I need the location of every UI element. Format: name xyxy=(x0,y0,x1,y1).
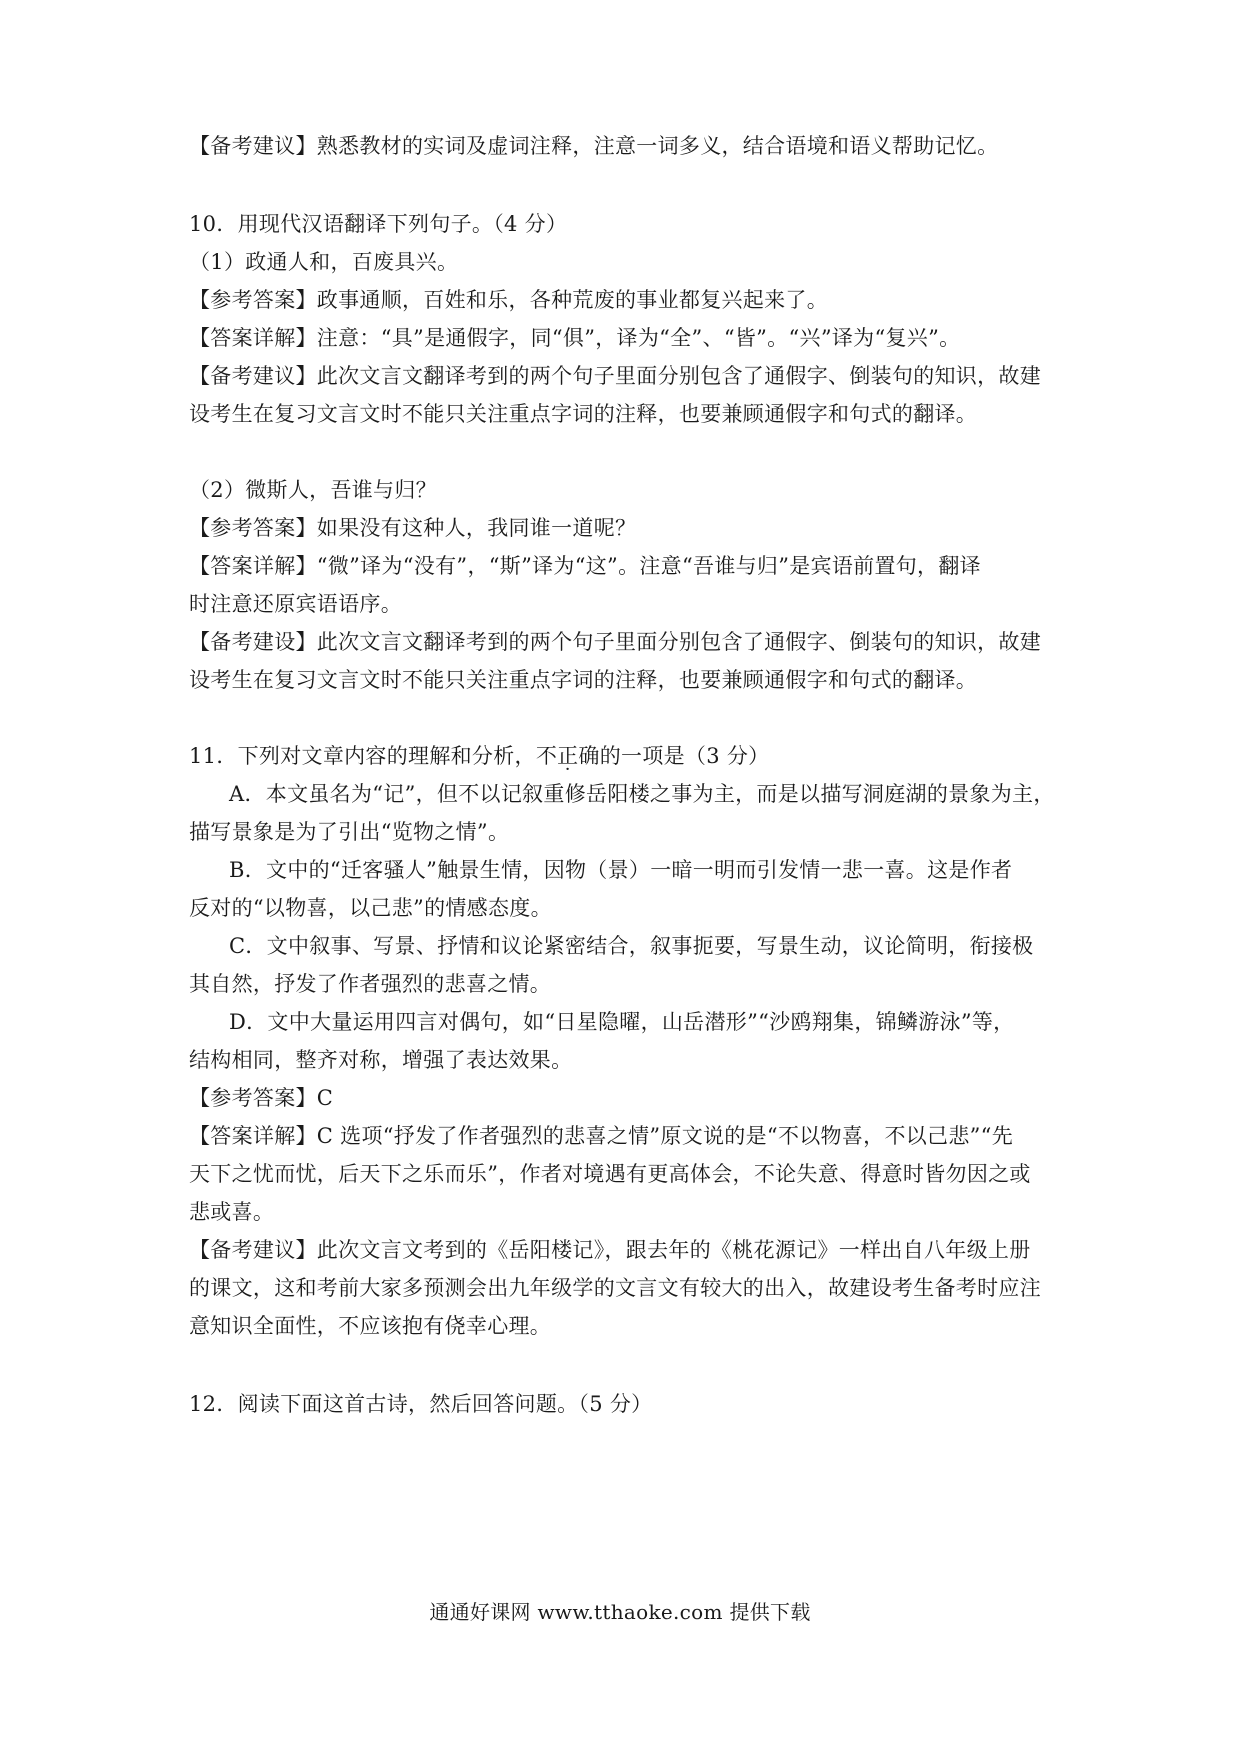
sentence-1: （1）政通人和，百废具兴。 xyxy=(189,250,459,274)
study-advice-2-line1: 【备考建设】此次文言文翻译考到的两个句子里面分别包含了通假字、倒装句的知识，故建 xyxy=(189,630,1041,654)
option-b-line2: 反对的“以物喜，以己悲”的情感态度。 xyxy=(189,896,552,920)
question-11-heading: 11．下列对文章内容的理解和分析，不正确的一项是（3 分） xyxy=(189,741,1059,771)
reference-answer-1: 【参考答案】政事通顺，百姓和乐，各种荒废的事业都复兴起来了。 xyxy=(189,288,828,312)
option-d-line1: D．文中大量运用四言对偶句，如“日星隐曜，山岳潜形”“沙鸥翔集，锦鳞游泳”等， xyxy=(229,1010,1015,1034)
page-footer: 通通好课网 www.tthaoke.com 提供下载 xyxy=(429,1600,811,1624)
sentence-2: （2）微斯人，吾谁与归？ xyxy=(189,478,437,502)
answer-explanation-11-line2: 天下之忧而忧，后天下之乐而乐”，作者对境遇有更高体会，不论失意、得意时皆勿因之或 xyxy=(189,1162,1031,1186)
study-advice-1-line1: 【备考建议】此次文言文翻译考到的两个句子里面分别包含了通假字、倒装句的知识，故建 xyxy=(189,364,1041,388)
question-12-heading: 12．阅读下面这首古诗，然后回答问题。（5 分） xyxy=(189,1392,653,1416)
study-advice-text: 【备考建议】熟悉教材的实词及虚词注释，注意一词多义，结合语境和语义帮助记忆。 xyxy=(189,134,999,158)
option-a-line2: 描写景象是为了引出“览物之情”。 xyxy=(189,820,510,844)
study-advice-11-line2: 的课文，这和考前大家多预测会出九年级学的文言文有较大的出入，故建设考生备考时应注 xyxy=(189,1276,1041,1300)
reference-answer-11: 【参考答案】C xyxy=(189,1086,334,1110)
question-10-heading: 10．用现代汉语翻译下列句子。（4 分） xyxy=(189,212,568,236)
option-d-line2: 结构相同，整齐对称，增强了表达效果。 xyxy=(189,1048,573,1072)
option-b-line1: B．文中的“迁客骚人”触景生情，因物（景）一暗一明而引发情一悲一喜。这是作者 xyxy=(229,858,1013,882)
study-advice-2-line2: 设考生在复习文言文时不能只关注重点字词的注释，也要兼顾通假字和句式的翻译。 xyxy=(189,668,978,692)
study-advice-11-line3: 意知识全面性，不应该抱有侥幸心理。 xyxy=(189,1314,552,1338)
answer-explanation-11-line1: 【答案详解】C 选项“抒发了作者强烈的悲喜之情”原文说的是“不以物喜，不以己悲”“先 xyxy=(189,1124,1014,1148)
answer-explanation-2-line1: 【答案详解】“微”译为“没有”，“斯”译为“这”。注意“吾谁与归”是宾语前置句，翻译 xyxy=(189,554,981,578)
study-advice-1-line2: 设考生在复习文言文时不能只关注重点字词的注释，也要兼顾通假字和句式的翻译。 xyxy=(189,402,978,426)
option-a-line1: A．本文虽名为“记”，但不以记叙重修岳阳楼之事为主，而是以描写洞庭湖的景象为主， xyxy=(229,782,1055,806)
answer-explanation-11-line3: 悲或喜。 xyxy=(189,1200,275,1224)
reference-answer-2: 【参考答案】如果没有这种人，我同谁一道呢？ xyxy=(189,516,637,540)
answer-explanation-1: 【答案详解】注意：“具”是通假字，同“俱”，译为“全”、“皆”。“兴”译为“复兴”。 xyxy=(189,326,961,350)
option-c-line1: C．文中叙事、写景、抒情和议论紧密结合，叙事扼要，写景生动，议论简明，衔接极 xyxy=(229,934,1034,958)
answer-explanation-2-line2: 时注意还原宾语语序。 xyxy=(189,592,402,616)
emphasis-not-correct: 不正确 xyxy=(535,744,600,768)
study-advice-11-line1: 【备考建议】此次文言文考到的《岳阳楼记》，跟去年的《桃花源记》一样出自八年级上册 xyxy=(189,1238,1031,1262)
option-c-line2: 其自然，抒发了作者强烈的悲喜之情。 xyxy=(189,972,552,996)
